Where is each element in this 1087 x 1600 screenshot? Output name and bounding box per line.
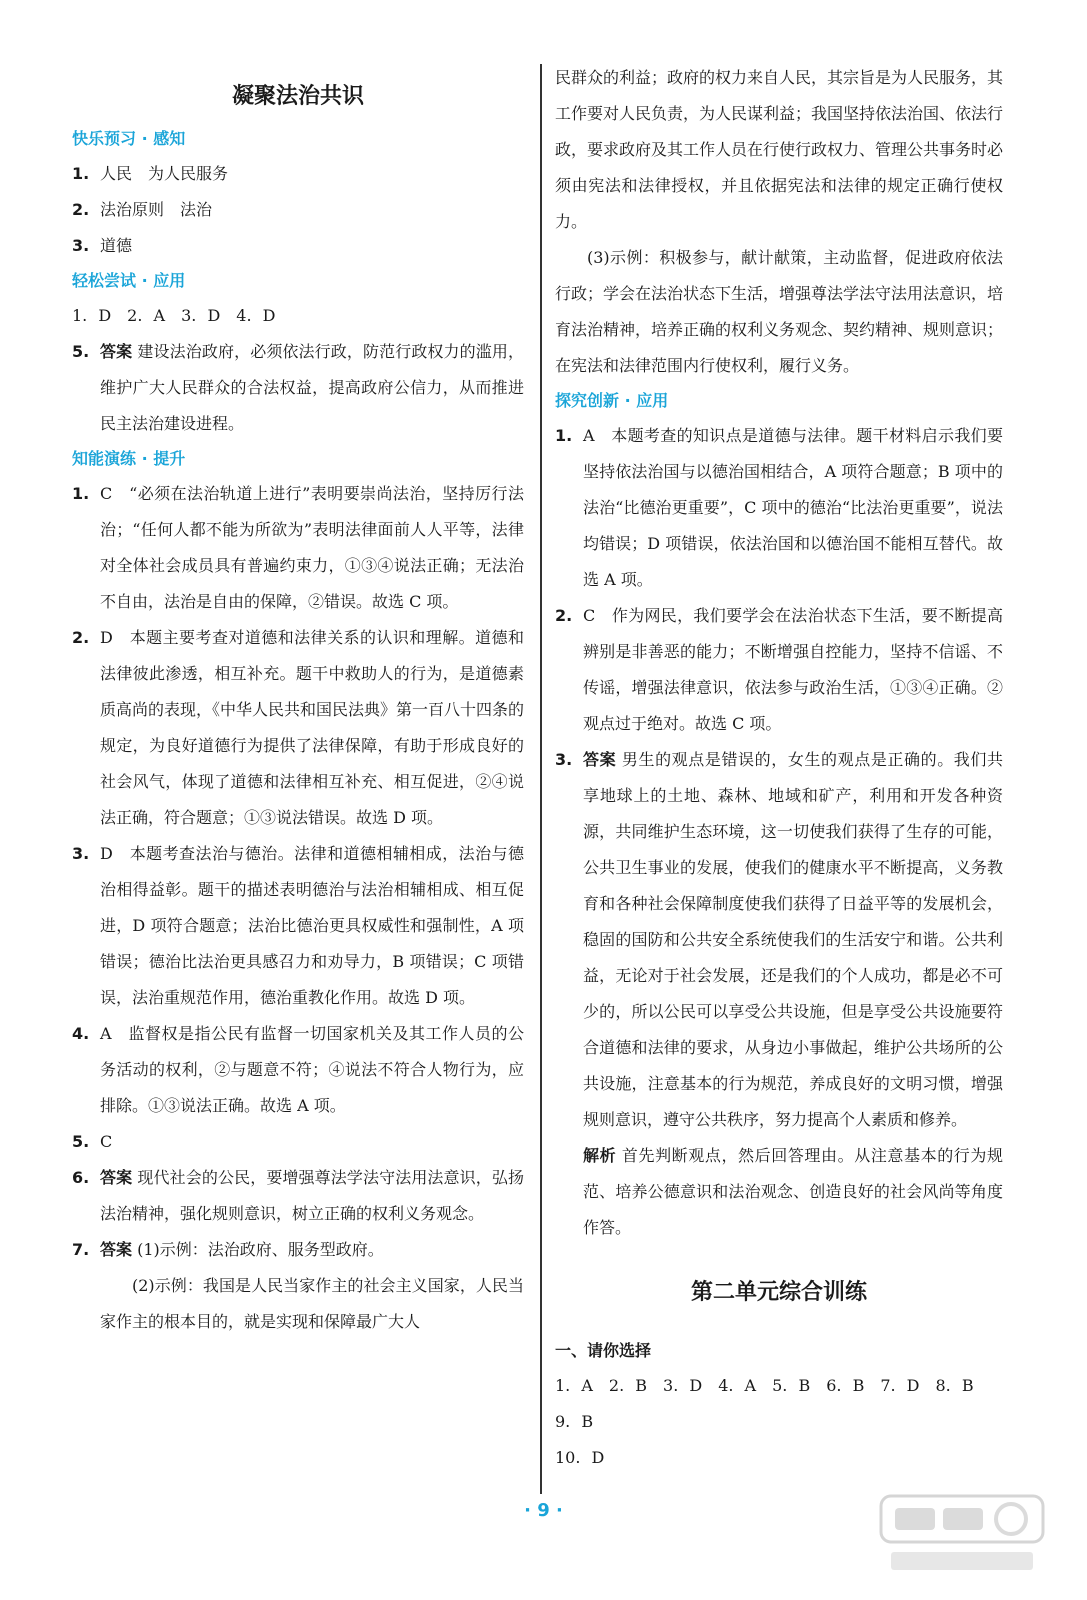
list-item: 6. 答案 现代社会的公民，要增强尊法学法守法用法意识，弘扬法治精神，强化规则意识，树立正确的权利义务观念。 [72, 1168, 524, 1223]
list-item: 5. 答案 建设法治政府，必须依法行政，防范行政权力的滥用，维护广大人民群众的合法权益，提高政府公信力，从而推进民主法治建设进程。 [72, 342, 524, 433]
list-item: 1. C “必须在法治轨道上进行”表明要崇尚法治，坚持厉行法治；“任何人都不能为所欲为”表明法律面前人人平等，法律对全体社会成员具有普遍约束力，①③④说法正确；无法治不自由，法治是自由的保障，②错误。故选 C 项。 [72, 484, 524, 611]
section-heading-choose: 一、请你选择 [555, 1341, 652, 1360]
watermark-logo-icon [877, 1490, 1047, 1580]
column-divider [540, 64, 542, 1494]
section-heading-try: 轻松尝试 · 应用 [72, 271, 186, 290]
page-title: 凝聚法治共识 [231, 84, 364, 109]
answer-row: 1. A 2. B 3. D 4. A 5. B 6. B 7. D 8. B 9. B [555, 1376, 990, 1431]
answer-row: 1. D 2. A 3. D 4. D [72, 306, 276, 325]
list-item: 1. A 本题考查的知识点是道德与法律。题干材料启示我们要坚持依法治国与以德治国相结合，A 项符合题意；B 项中的法治“比德治更重要”，C 项中的德治“比法治更重要”，说法均错误；D 项错误，依法治国和以德治国不能相互替代。故选 A 项。 [555, 426, 1003, 589]
list-item: 3. 答案 男生的观点是错误的，女生的观点是正确的。我们共享地球上的土地、森林、地域和矿产，利用和开发各种资源，共同维护生态环境，这一切使我们获得了生存的可能，公共卫生事业的发展，使我们的健康水平不断提高，义务教育和各种社会保障制度使我们获得了日益平等的发展机会，稳固的国防和公共安全系统使我们的生活安宁和谐。公共利益，无论对于社会发展，还是我们的个人成功，都是必不可少的，所以公民可以享受公共设施，但是享受公共设施要符合道德和法律的要求，从身边小事做起，维护公共场所的公共设施，注意基本的行为规范，养成良好的文明习惯，增强规则意识，遵守公共秩序，努力提高个人素质和修养。 [555, 750, 1003, 1129]
list-item: 5. C [72, 1132, 113, 1151]
left-column [72, 66, 524, 1340]
paragraph: (3)示例：积极参与，献计献策，主动监督，促进政府依法行政；学会在法治状态下生活，增强尊法学法守法用法意识，培育法治精神，培养正确的权利义务观念、契约精神、规则意识；在宪法和法律范围内行使权利，履行义务。 [555, 248, 1004, 375]
paragraph: (2)示例：我国是人民当家作主的社会主义国家，人民当家作主的根本目的，就是实现和保障最广大人 [100, 1276, 524, 1331]
list-item: 4. A 监督权是指公民有监督一切国家机关及其工作人员的公务活动的权利，②与题意不符；④说法不符合人物行为，应排除。①③说法正确。故选 A 项。 [72, 1024, 524, 1115]
section-heading-explore: 探究创新 · 应用 [555, 391, 669, 410]
page-number: · 9 · [524, 1500, 563, 1521]
unit-title: 第二单元综合训练 [690, 1280, 867, 1305]
answer-row: 10. D [555, 1448, 605, 1467]
list-item: 7. 答案 (1)示例：法治政府、服务型政府。 [72, 1240, 384, 1259]
list-item: 2. D 本题主要考查对道德和法律关系的认识和理解。道德和法律彼此渗透，相互补充。题干中救助人的行为，是道德素质高尚的表现，《中华人民共和国民法典》第一百八十四条的规定，为良好道德行为提供了法律保障，有助于形成良好的社会风气，体现了道德和法律相互补充、相互促进，②④说法正确，符合题意；①③说法错误。故选 D 项。 [72, 628, 525, 827]
section-heading-preview: 快乐预习 · 感知 [72, 129, 186, 148]
list-item: 2. C 作为网民，我们要学会在法治状态下生活，要不断提高辨别是非善恶的能力；不断增强自控能力，坚持不信谣、不传谣，增强法律意识，依法参与政治生活，①③④正确。②观点过于绝对。故选 C 项。 [555, 606, 1003, 733]
section-heading-practice: 知能演练 · 提升 [72, 449, 186, 468]
list-item: 3. 道德 [72, 236, 133, 255]
paragraph: 民群众的利益；政府的权力来自人民，其宗旨是为人民服务，其工作要对人民负责，为人民谋利益；我国坚持依法治国、依法行政，要求政府及其工作人员在行使行政权力、管理公共事务时必须由宪法和法律授权，并且依据宪法和法律的规定正确行使权力。 [555, 68, 1004, 231]
analysis-note: 解析 首先判断观点，然后回答理由。从注意基本的行为规范、培养公德意识和法治观念、创造良好的社会风尚等角度作答。 [583, 1146, 1003, 1237]
right-column [555, 60, 1003, 1476]
list-item: 1. 人民 为人民服务 [72, 164, 229, 183]
list-item: 3. D 本题考查法治与德治。法律和道德相辅相成，法治与德治相得益彰。题干的描述表明德治与法治相辅相成、相互促进，D 项符合题意；法治比德治更具权威性和强制性，A 项错误；德治比法治更具感召力和劝导力，B 项错误；C 项错误，法治重规范作用，德治重教化作用。故选 D 项。 [72, 844, 524, 1007]
list-item: 2. 法治原则 法治 [72, 200, 213, 219]
